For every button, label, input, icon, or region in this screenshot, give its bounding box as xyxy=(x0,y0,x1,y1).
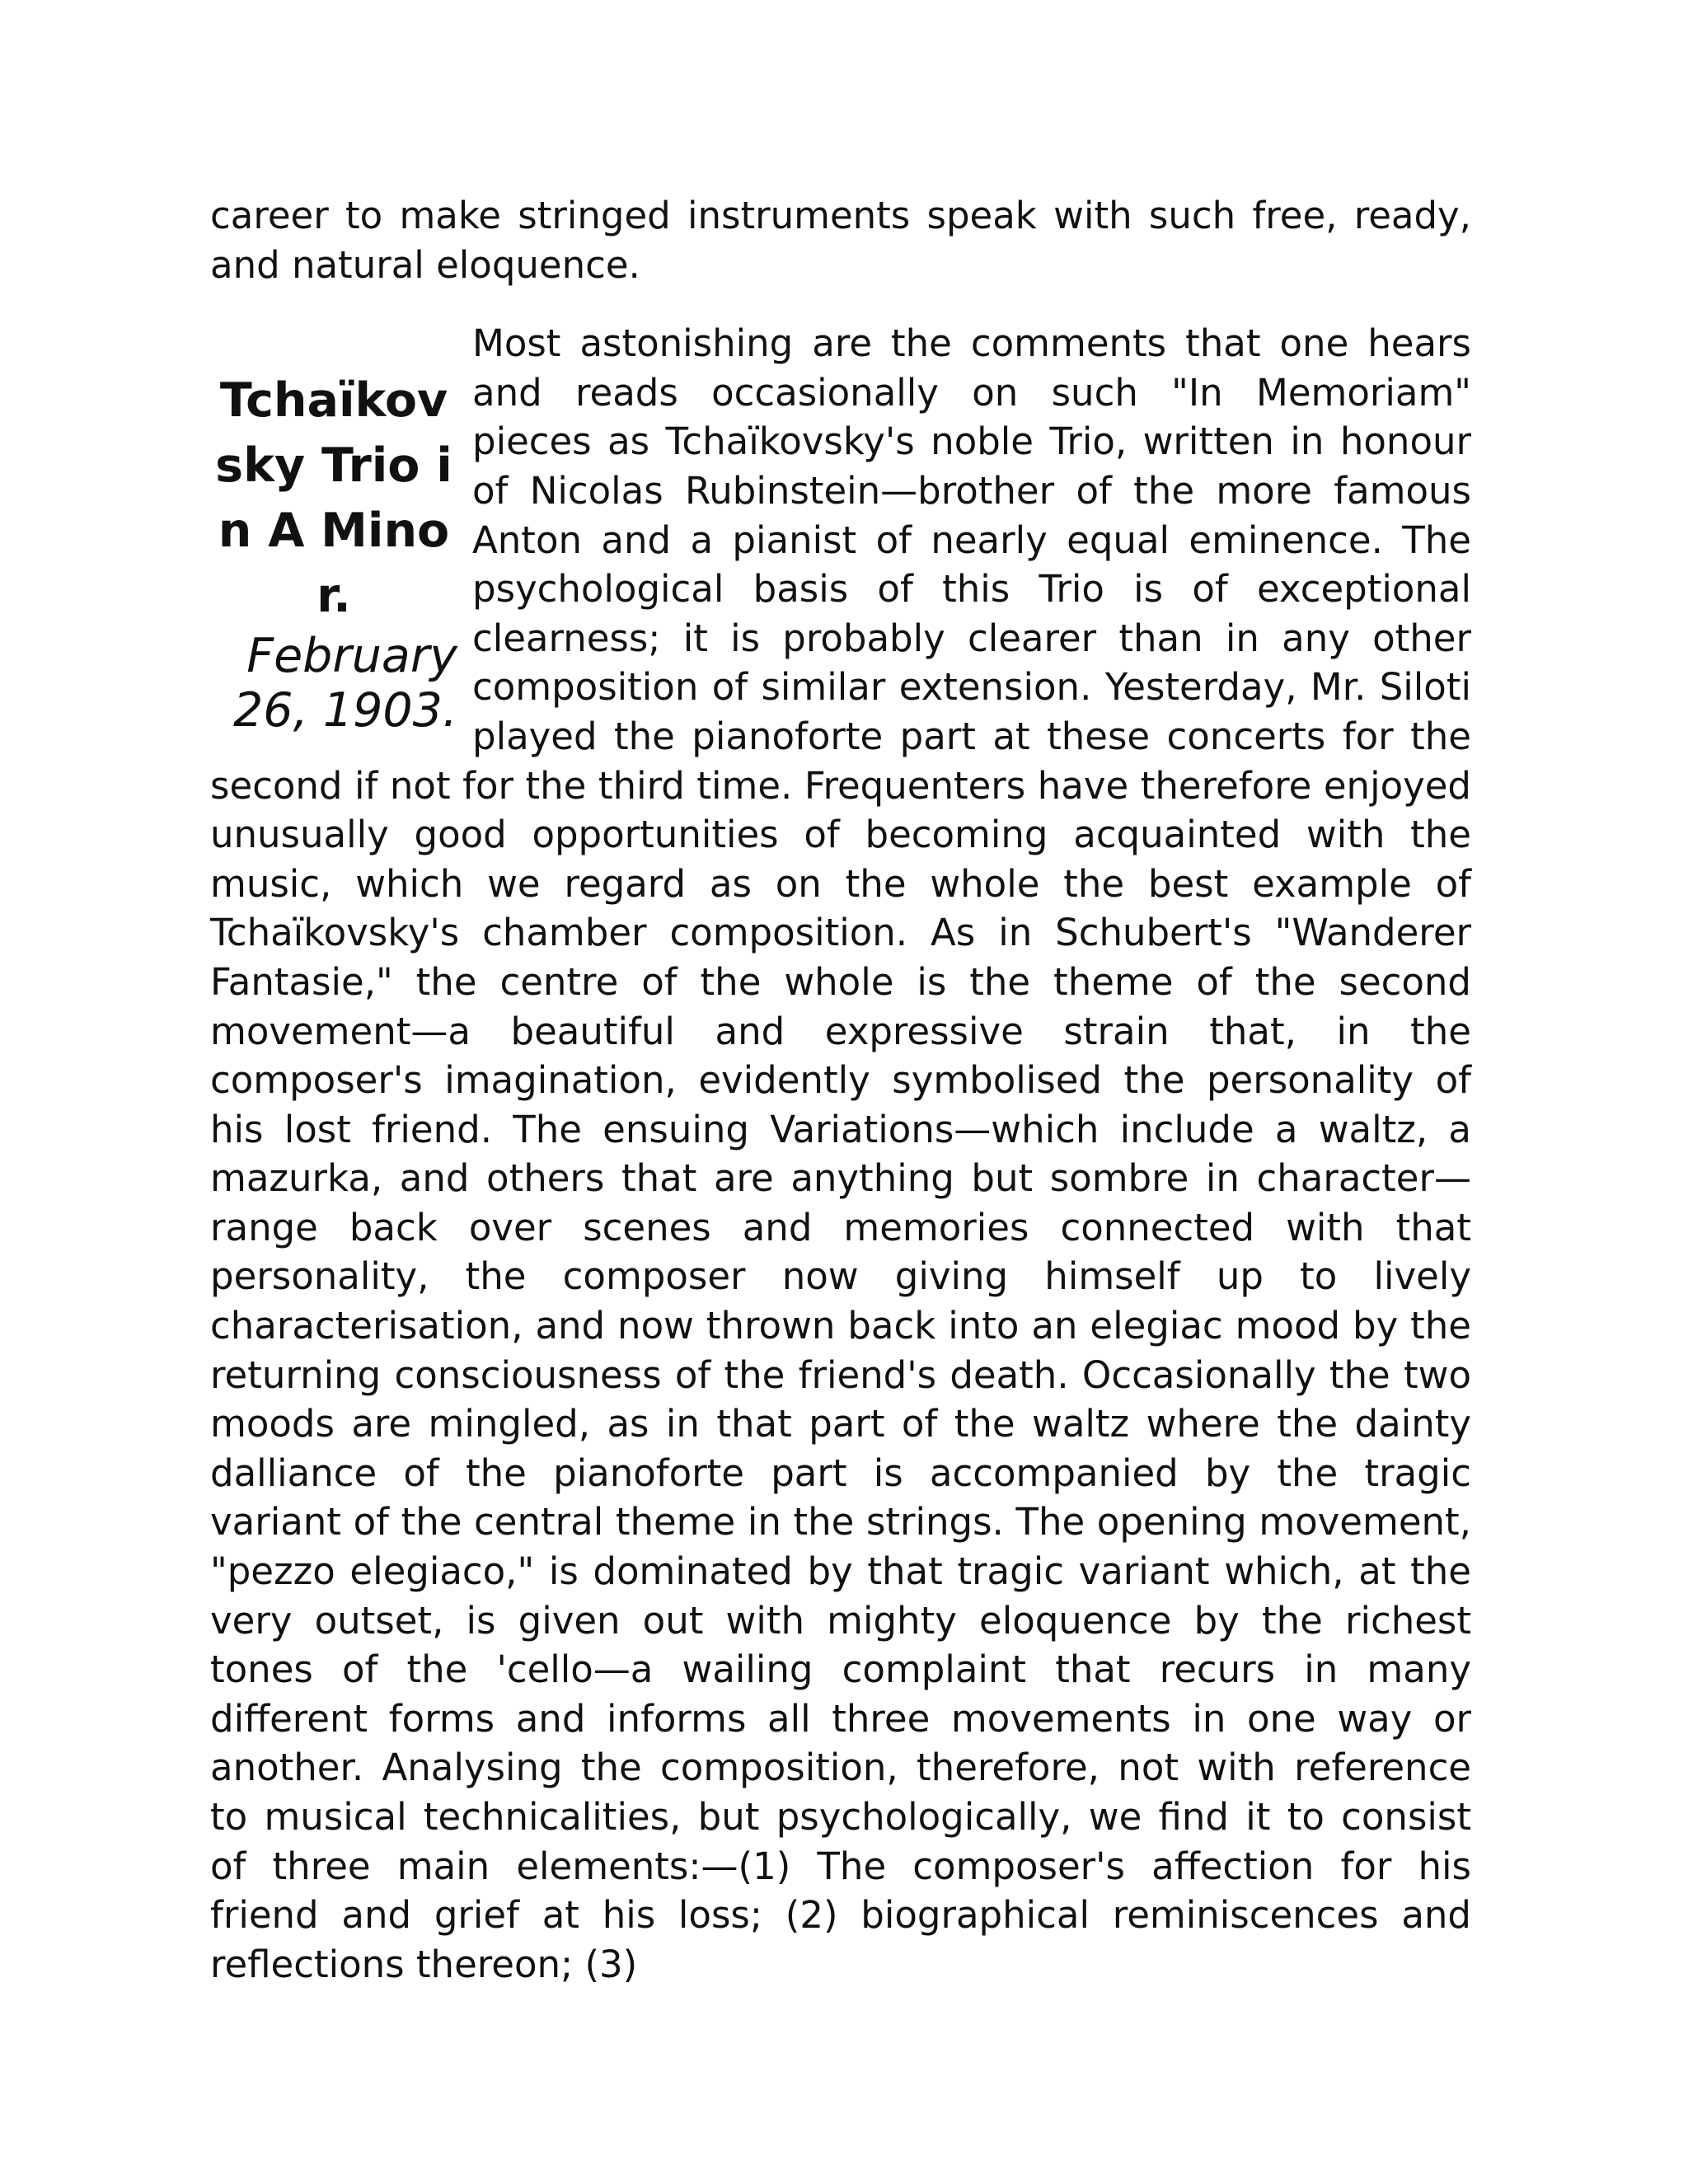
document-page xyxy=(210,191,1471,1989)
sidenote-title: Tchaïkovsky Trio in A Minor. xyxy=(215,373,452,624)
intro-paragraph: career to make stringed instruments speak with such free, ready, and natural eloquence. xyxy=(210,194,1471,287)
sidenote xyxy=(210,368,457,738)
sidenote-date: February 26, 1903. xyxy=(233,629,457,738)
main-paragraph: Most astonishing are the comments that one hears and reads occasionally on such "In Memoriam" pieces as Tchaïkovsky's noble Trio, written in honour of Nicolas Rubinstein—brother of the more famous Anton and a pianist of nearly equal eminence. The psychological basis of this Trio is of exceptional clearness; it is probably clearer than in any other composition of similar extension. Yesterday, Mr. Siloti played the pianoforte part at these concerts for the second if not for the third time. Frequenters have therefore enjoyed unusually good opportunities of becoming acquainted with the music, which we regard as on the whole the best example of Tchaïkovsky's chamber composition. As in Schubert's "Wanderer Fantasie," the centre of the whole is the theme of the second movement—a beautiful and expressive strain that, in the composer's imagination, evidently symbolised the personality of his lost friend. The ensuing Variations—which include a waltz, a mazurka, and others that are anything but sombre in character—range back over scenes and memories connected with that personality, the composer now giving himself up to lively characterisation, and now thrown back into an elegiac mood by the returning consciousness of the friend's death. Occasionally the two moods are mingled, as in that part of the waltz where the dainty dalliance of the pianoforte part is accompanied by the tragic variant of the central theme in the strings. The opening movement, "pezzo elegiaco," is dominated by that tragic variant which, at the very outset, is given out with mighty eloquence by the richest tones of the 'cello—a wailing complaint that recurs in many different forms and informs all three movements in one way or another. Analysing the composition, therefore, not with reference to musical technicalities, but psychologically, we find it to consist of three main elements:—(1) The composer's affection for his friend and grief at his loss; (2) biographical reminiscences and reflections thereon; (3) xyxy=(210,321,1471,1986)
